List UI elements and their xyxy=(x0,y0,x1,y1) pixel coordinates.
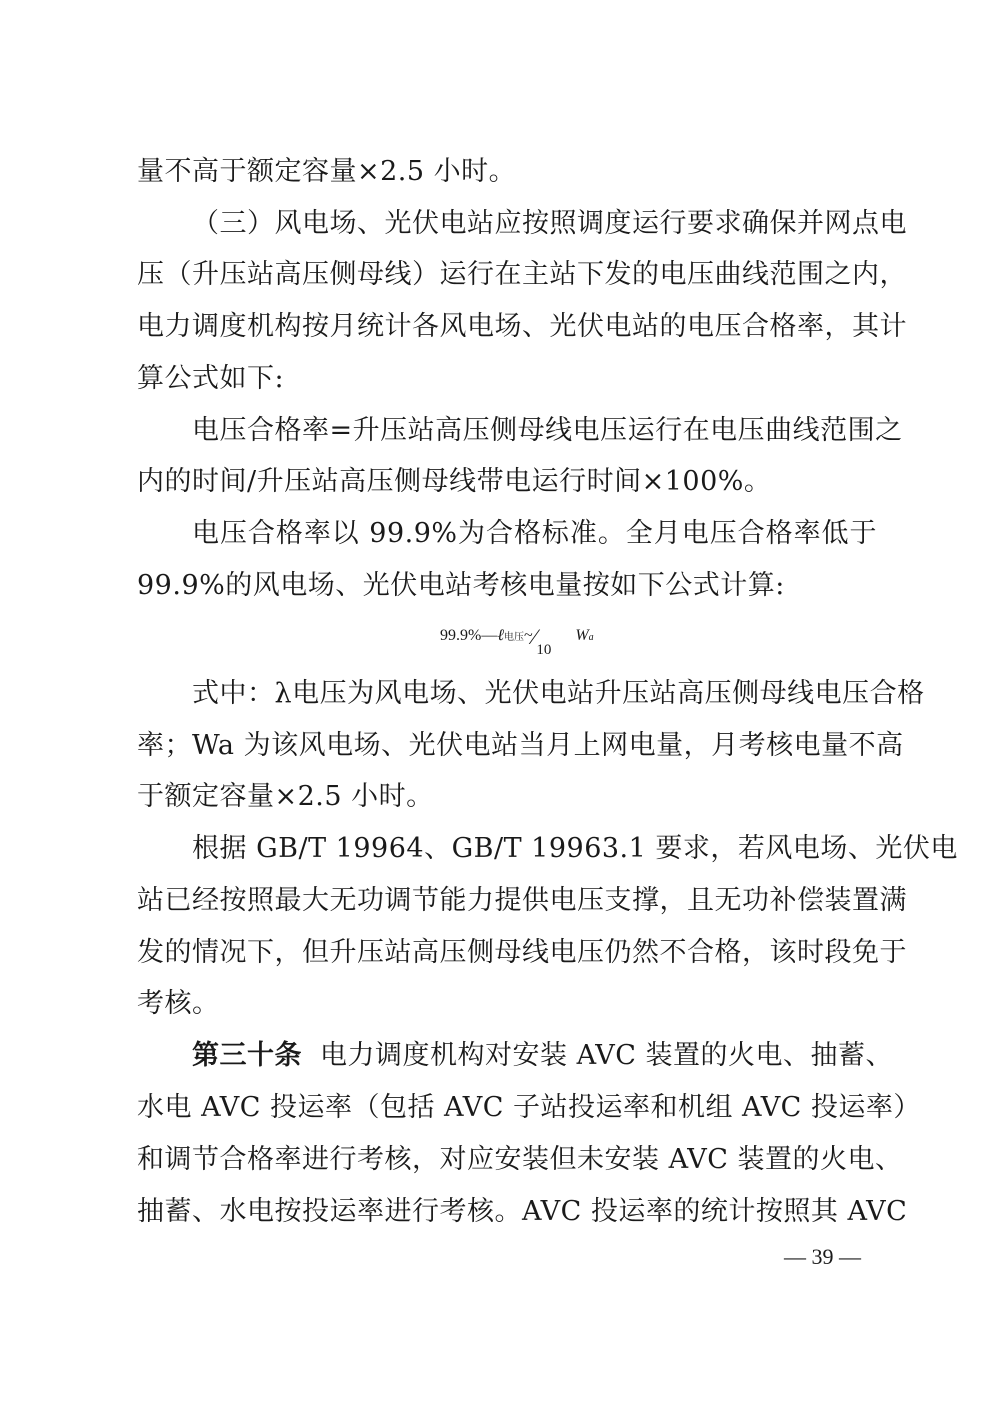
formula-wvar: W xyxy=(575,627,589,644)
body-line: 于额定容量×2.5 小时。 xyxy=(137,781,434,812)
body-line: 量不高于额定容量×2.5 小时。 xyxy=(137,156,517,187)
body-line: 电压合格率以 99.9%为合格标准。全月电压合格率低于 xyxy=(192,518,877,549)
body-line: 率；Wa 为该风电场、光伏电站当月上网电量，月考核电量不高 xyxy=(137,730,904,761)
formula-lead: 99.9% xyxy=(440,627,482,644)
body-line: 发的情况下，但升压站高压侧母线电压仍然不合格，该时段免于 xyxy=(137,937,907,968)
body-line: 电力调度机构按月统计各风电场、光伏电站的电压合格率，其计 xyxy=(137,311,907,342)
body-line: 站已经按照最大无功调节能力提供电压支撑，且无功补偿装置满 xyxy=(137,885,907,916)
body-line: 式中：λ电压为风电场、光伏电站升压站高压侧母线电压合格 xyxy=(192,678,925,709)
formula-minus: — xyxy=(481,627,498,644)
formula-denominator: 10 xyxy=(536,642,552,658)
formula-wsub: a xyxy=(588,632,594,643)
body-line: 和调节合格率进行考核，对应安装但未安装 AVC 装置的火电、 xyxy=(137,1144,903,1175)
formula xyxy=(440,620,594,664)
body-line: 根据 GB/T 19964、GB/T 19963.1 要求，若风电场、光伏电 xyxy=(192,833,958,864)
body-line: 抽蓄、水电按投运率进行考核。AVC 投运率的统计按照其 AVC xyxy=(137,1196,908,1227)
formula-subscript: 电压 xyxy=(504,632,524,643)
body-line: 算公式如下: xyxy=(137,363,285,394)
formula-tilde: ~ xyxy=(524,627,533,644)
body-line: 99.9%的风电场、光伏电站考核电量按如下公式计算: xyxy=(137,570,785,601)
body-line: 电压合格率=升压站高压侧母线电压运行在电压曲线范围之 xyxy=(192,415,903,446)
body-line: 水电 AVC 投运率（包括 AVC 子站投运率和机组 AVC 投运率） xyxy=(137,1092,921,1123)
formula-symbol: ℓ xyxy=(497,627,504,644)
body-line: （三）风电场、光伏电站应按照调度运行要求确保并网点电 xyxy=(192,208,907,239)
body-line: 压（升压站高压侧母线）运行在主站下发的电压曲线范围之内， xyxy=(137,259,907,290)
body-line: 内的时间/升压站高压侧母线带电运行时间×100%。 xyxy=(137,466,772,497)
page-number: — 39 — xyxy=(784,1244,861,1269)
body-line: 电力调度机构对安装 AVC 装置的火电、抽蓄、 xyxy=(320,1040,893,1071)
formula-slash: ⁄ xyxy=(532,624,537,649)
article-heading: 第三十条 xyxy=(192,1040,302,1071)
body-line: 考核。 xyxy=(137,988,220,1019)
